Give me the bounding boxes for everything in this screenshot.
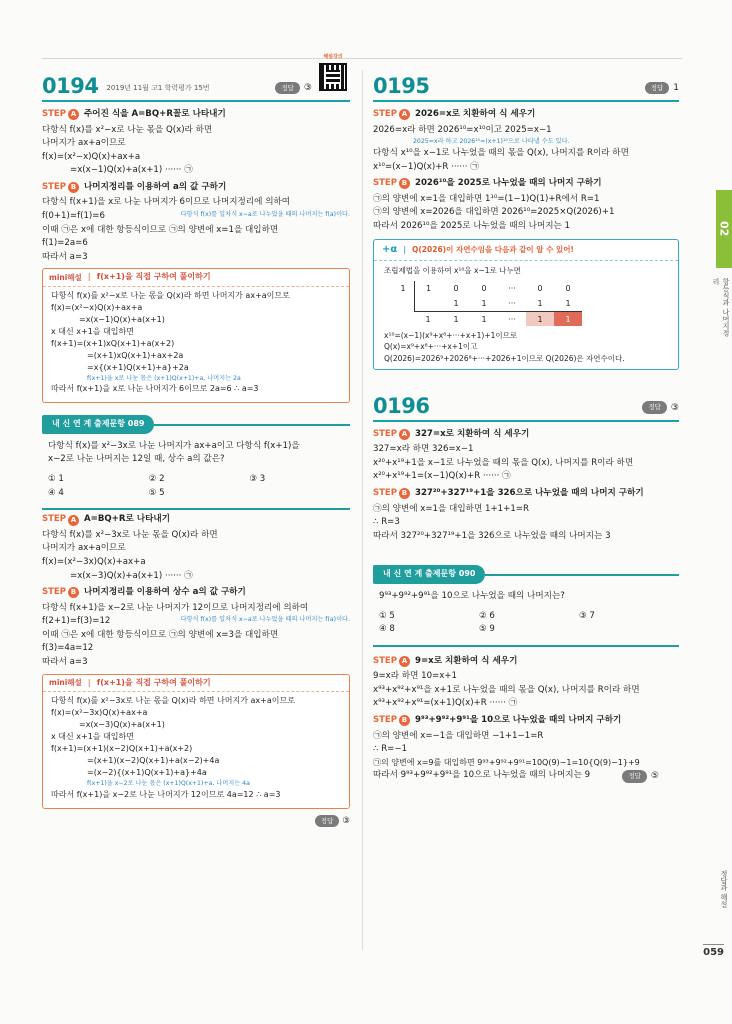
step-title: 2026¹⁰을 2025로 나누었을 때의 나머지 구하기 [414, 178, 602, 189]
left-column [42, 54, 350, 828]
side-note: 2025=x라 하고 2026¹⁰=(x+1)¹⁰으로 나타낼 수도 있다. [413, 138, 570, 146]
equation: x²⁰+x¹⁹+1=(x−1)Q(x)+R ······ ㉠ [373, 471, 511, 482]
mini-solution-box [42, 268, 350, 403]
equation: x¹⁰=(x−1)Q(x)+R ······ ㉠ [373, 161, 479, 172]
text-line: Q(2026)=2026⁹+2026⁸+···+2026+1이므로 Q(2026)은 자연수이다. [384, 354, 625, 364]
divider [42, 508, 350, 510]
text-line: 따라서 f(x+1)을 x−2로 나눈 나머지가 12이므로 4a=12 ∴ a=3 [51, 789, 281, 799]
step-title: 주어진 식을 A=BQ+R꼴로 나타내기 [83, 109, 226, 119]
equation: f(2+1)=f(3)=12 [42, 616, 111, 627]
linked-problem-label: 내 신 연 계 출제문항 089 [42, 415, 154, 434]
step-label: STEP [373, 655, 397, 666]
equation: =(x−2){(x+1)Q(x+1)+a}+4a [87, 768, 207, 778]
choice[interactable]: ④ 4 [48, 487, 64, 498]
side-note: 다항식 f(x)를 일차식 x−a로 나누었을 때의 나머지는 f(a)이다. [180, 211, 350, 219]
equation: x⁹³+x⁹²+x⁹¹=(x+1)Q(x)+R ······ ㉠ [373, 698, 518, 709]
text-line: ㉠의 양변에 x=2026을 대입하면 2026¹⁰=2025×Q(2026)+1 [373, 207, 615, 218]
mini-body [43, 287, 349, 398]
text-line: 따라서 a=3 [42, 657, 88, 667]
answer-value: ③ [670, 402, 679, 413]
mini-title: f(x+1)을 직접 구하여 풀이하기 [96, 677, 211, 687]
step-label: STEP [373, 428, 397, 439]
step-a [373, 108, 679, 122]
step-a [373, 428, 679, 442]
step-letter: B [399, 488, 410, 499]
text-line: x 대신 x+1을 대입하면 [51, 326, 134, 336]
text-line: 다항식 f(x+1)을 x로 나눈 나머지가 6이므로 나머지정리에 의하여 [42, 197, 291, 208]
right-column [373, 72, 679, 783]
step-title: 9=x로 치환하여 식 세우기 [414, 655, 518, 666]
equation: f(x+1)=(x+1)xQ(x+1)+a(x+2) [51, 338, 175, 348]
mini-solution-box [42, 674, 350, 809]
text-line: 따라서 327²⁰+327¹⁹+1을 326으로 나누었을 때의 나머지는 3 [373, 530, 611, 541]
choices [373, 610, 679, 637]
step-letter: A [68, 109, 79, 120]
syn-cell: 1 [481, 298, 487, 308]
choice[interactable]: ① 1 [48, 474, 64, 485]
choice[interactable]: ④ 8 [379, 624, 395, 635]
text-line: ㉠의 양변에 x=9를 대입하면 9⁹³+9⁹²+9⁹¹=10Q(9)−1=10{Q(9)−1}+9 [373, 757, 640, 767]
step-title: 327²⁰+327¹⁹+1을 326으로 나누었을 때의 나머지 구하기 [414, 488, 644, 499]
syn-cell: 0 [481, 283, 487, 293]
question-text: x−2로 나눈 나머지는 12일 때, 상수 a의 값은? [48, 454, 225, 465]
equation: f(x)=(x²−3x)Q(x)+ax+a [42, 556, 146, 567]
answer-box [642, 401, 679, 415]
text-line: ∴ R=−1 [373, 744, 408, 755]
text-line: 따라서 9⁹³+9⁹²+9⁹¹을 10으로 나누었을 때의 나머지는 9 [373, 770, 591, 781]
answer-tag: 정답 [642, 401, 667, 413]
step-letter: A [399, 109, 410, 120]
equation: f(x)=(x²−x)Q(x)+ax+a [51, 302, 143, 312]
problem-header-0195 [373, 72, 679, 102]
syn-cell [414, 296, 442, 311]
step-b [373, 714, 679, 728]
chapter-title: 항등식과 나머지정리 [712, 278, 730, 337]
syn-cell [392, 296, 414, 311]
equation: =x(x−3)Q(x)+a(x+1) [79, 720, 165, 730]
answer-value: ⑤ [650, 771, 659, 782]
choice[interactable]: ② 6 [479, 610, 495, 621]
choice[interactable]: ① 5 [379, 610, 395, 621]
syn-cell: 1 [414, 311, 442, 326]
qr-code[interactable] [318, 54, 348, 92]
text-line [42, 210, 350, 224]
answer-tag: 정답 [622, 770, 647, 782]
plus-alpha-icon: +α [382, 244, 398, 256]
step-label: STEP [42, 587, 66, 598]
qr-label: 해설강의 [323, 54, 343, 60]
step-title: 2026=x로 치환하여 식 세우기 [414, 109, 536, 119]
synthetic-division [392, 281, 668, 326]
choice[interactable]: ⑤ 9 [479, 624, 495, 635]
text-line: 따라서 f(x+1)을 x로 나눈 나머지가 6이므로 2a=6 ∴ a=3 [51, 384, 259, 394]
step-title: A=BQ+R로 나타내기 [83, 514, 170, 525]
text-line [373, 769, 679, 783]
plus-alpha-title: Q(2026)이 자연수임을 다음과 같이 알 수 있어! [412, 245, 574, 255]
step-b [373, 487, 679, 501]
equation: =(x+1)xQ(x+1)+ax+2a [87, 350, 184, 360]
syn-cell: 0 [537, 283, 543, 293]
equation: f(0+1)=f(1)=6 [42, 211, 105, 222]
answer-tag: 정답 [315, 815, 340, 827]
choice[interactable]: ② 2 [148, 474, 165, 485]
step-a [42, 108, 350, 122]
equation: =x(x−1)Q(x)+a(x+1) ······ ㉠ [70, 165, 193, 176]
text-line: 다항식 x¹⁰을 x−1로 나누었을 때의 몫을 Q(x), 나머지를 R이라 하면 [373, 147, 629, 158]
step-title: 327=x로 치환하여 식 세우기 [414, 428, 530, 439]
plus-alpha-box [373, 239, 679, 369]
syn-cell: 1 [400, 283, 406, 293]
equation: =(x+1)(x−2)Q(x+1)+a(x−2)+4a [87, 756, 220, 766]
text-line: 나머지가 ax+a이므로 [42, 138, 126, 149]
equation: f(3)=4a=12 [42, 643, 94, 654]
linked-problem-bar [42, 415, 350, 434]
step-title: 나머지정리를 이용하여 a의 값 구하기 [83, 181, 227, 192]
problem-number: 0196 [373, 393, 430, 418]
mini-body [43, 692, 349, 803]
answer-tag: 정답 [275, 82, 300, 94]
equation: =x{(x+1)Q(x+1)+a}+2a [87, 362, 189, 372]
syn-cell: 0 [565, 283, 571, 293]
text-line: x⁹³+x⁹²+x⁹¹을 x+1로 나누었을 때의 몫을 Q(x), 나머지를 R이라 하면 [373, 684, 640, 695]
divider [373, 645, 679, 647]
section-label: 정답과 해설 [720, 870, 728, 908]
text-line: 다항식 f(x)를 x²−x로 나눈 몫을 Q(x)라 하면 나머지가 ax+a이므로 [51, 290, 290, 300]
step-a [373, 655, 679, 669]
mini-header: mini해설 | f(x+1)을 직접 구하여 풀이하기 [43, 675, 349, 693]
answer-value: ③ [303, 82, 312, 93]
step-label: STEP [42, 109, 66, 120]
step-label: STEP [42, 514, 66, 525]
equation: =x(x−1)Q(x)+a(x+1) [79, 314, 165, 324]
text-line: x 대신 x+1을 대입하면 [51, 732, 134, 742]
text-line: 다항식 f(x+1)을 x−2로 나눈 나머지가 12이므로 나머지정리에 의하여 [42, 602, 309, 613]
text-line: x²⁰+x¹⁹+1을 x−1로 나누었을 때의 몫을 Q(x), 나머지를 R이라 하면 [373, 457, 634, 468]
mini-label: mini해설 [49, 272, 82, 282]
text-line: ㉠의 양변에 x=1을 대입하면 1+1+1=R [373, 503, 529, 514]
answer-box [42, 815, 350, 829]
choice[interactable]: ③ 3 [249, 474, 266, 485]
equation: =x(x−3)Q(x)+a(x+1) ······ ㉠ [70, 570, 193, 581]
text-line: 따라서 a=3 [42, 251, 88, 262]
text-line: ㉠의 양변에 x=1을 대입하면 1¹⁰=(1−1)Q(1)+R에서 R=1 [373, 193, 600, 204]
mini-label: mini해설 [49, 677, 82, 687]
text-line: 따라서 2026¹⁰을 2025로 나누었을 때의 나머지는 1 [373, 220, 571, 231]
answer-box [275, 81, 312, 95]
step-title: 9⁹³+9⁹²+9⁹¹을 10으로 나누었을 때의 나머지 구하기 [414, 715, 622, 726]
step-label: STEP [373, 488, 397, 499]
syn-cell: ··· [508, 283, 516, 293]
syn-cell [392, 311, 414, 326]
question-text: 9⁹³+9⁹²+9⁹¹을 10으로 나누었을 때의 나머지는? [379, 590, 565, 601]
answer-box [645, 81, 679, 95]
step-a [42, 513, 350, 527]
problem-header-0196 [373, 392, 679, 422]
step-letter: B [399, 715, 410, 726]
step-label: STEP [373, 109, 397, 120]
step-label: STEP [373, 178, 397, 189]
equation: f(x)=(x²−x)Q(x)+ax+a [42, 151, 141, 162]
linked-problem-label: 내 신 연 계 출제문항 090 [373, 565, 485, 584]
syn-cell: 1 [470, 311, 498, 326]
text-line [42, 615, 350, 629]
syn-cell: ··· [508, 298, 516, 308]
text-line: 다항식 f(x)를 x²−3x로 나눈 몫을 Q(x)라 하면 [42, 529, 218, 540]
plus-alpha-body [374, 261, 678, 369]
text-line: 나머지가 ax+a이므로 [42, 543, 126, 554]
linked-problem-bar [373, 565, 679, 584]
qr-code-icon [319, 63, 347, 91]
syn-cell: 1 [537, 298, 543, 308]
problem-source: 2019년 11월 고1 학력평가 15번 [106, 83, 210, 92]
text-line: 이때 ㉠은 x에 대한 항등식이므로 ㉠의 양변에 x=3을 대입하면 [42, 629, 279, 640]
syn-cell: 1 [414, 281, 442, 296]
text-line: 2026=x라 하면 2026¹⁰=x¹⁰이고 2025=x−1 [373, 124, 552, 135]
text-line: 다항식 f(x)를 x²−3x로 나눈 몫을 Q(x)라 하면 나머지가 ax+a이므로 [51, 696, 295, 706]
choice[interactable]: ⑤ 5 [148, 487, 165, 498]
answer-value: 1 [673, 82, 679, 93]
equation: f(x+1)=(x+1)(x−2)Q(x+1)+a(x+2) [51, 744, 193, 754]
step-label: STEP [42, 181, 66, 192]
equation: f(1)=2a=6 [42, 238, 88, 249]
step-letter: B [68, 182, 79, 193]
problem-number: 0195 [373, 74, 430, 98]
side-note: f(x+1)을 x로 나눈 몫은 (x+1)Q(x+1)+a, 나머지는 2a [87, 374, 241, 382]
text-line: 327=x라 하면 326=x−1 [373, 444, 474, 455]
syn-cell: 1 [453, 298, 459, 308]
side-note: 다항식 f(x)를 일차식 x−a로 나누었을 때의 나머지는 f(a)이다. [180, 616, 350, 624]
chapter-number: 02 [717, 221, 731, 237]
syn-cell: 0 [453, 283, 459, 293]
step-label: STEP [373, 715, 397, 726]
column-divider [362, 70, 363, 950]
answer-value: ③ [342, 815, 350, 826]
step-letter: B [399, 178, 410, 189]
mini-title: f(x+1)을 직접 구하여 풀이하기 [96, 272, 211, 282]
problem-header-0194 [42, 54, 350, 102]
step-letter: B [68, 587, 79, 598]
text-line: 9=x라 하면 10=x+1 [373, 671, 458, 682]
text-line: 다항식 f(x)를 x²−x로 나눈 몫을 Q(x)라 하면 [42, 124, 213, 135]
problem-number: 0194 [42, 74, 99, 98]
top-rule [42, 58, 682, 59]
step-letter: A [399, 656, 410, 667]
syn-cell: 1 [565, 298, 571, 308]
syn-cell: 1 [526, 311, 554, 326]
text-line: Q(x)=x⁹+x⁸+···+x+1이고 [384, 342, 478, 352]
chapter-tab[interactable] [716, 190, 732, 268]
syn-cell: ··· [498, 311, 526, 326]
choices [42, 473, 350, 500]
text-line: 조립제법을 이용하여 x¹⁰을 x−1로 나누면 [384, 266, 521, 276]
text-line: 이때 ㉠은 x에 대한 항등식이므로 ㉠의 양변에 x=1을 대입하면 [42, 224, 279, 235]
step-b [42, 181, 350, 195]
answer-box [622, 769, 659, 783]
plus-alpha-header: +α | Q(2026)이 자연수임을 다음과 같이 알 수 있어! [374, 240, 678, 261]
syn-cell-remainder: 1 [554, 311, 582, 326]
text-line: x¹⁰=(x−1)(x⁹+x⁸+···+x+1)+1이므로 [384, 330, 518, 340]
text-line: ∴ R=3 [373, 517, 400, 528]
step-title: 나머지정리를 이용하여 상수 a의 값 구하기 [83, 587, 246, 598]
equation: f(x)=(x²−3x)Q(x)+ax+a [51, 708, 148, 718]
text-line: ㉠의 양변에 x=−1을 대입하면 −1+1−1=R [373, 730, 544, 741]
answer-tag: 정답 [645, 82, 670, 94]
step-letter: A [399, 429, 410, 440]
mini-header: mini해설 | f(x+1)을 직접 구하여 풀이하기 [43, 269, 349, 287]
choice[interactable]: ③ 7 [579, 610, 595, 621]
step-b [373, 177, 679, 191]
page-number: 059 [703, 944, 724, 958]
step-letter: A [68, 515, 79, 526]
question-text: 다항식 f(x)를 x²−3x로 나눈 나머지가 ax+a이고 다항식 f(x+1)을 [48, 440, 300, 451]
side-note: f(x+1)을 x−2로 나눈 몫은 (x+1)Q(x+1)+a, 나머지는 4a [87, 780, 250, 788]
step-b [42, 586, 350, 600]
syn-cell: 1 [442, 311, 470, 326]
